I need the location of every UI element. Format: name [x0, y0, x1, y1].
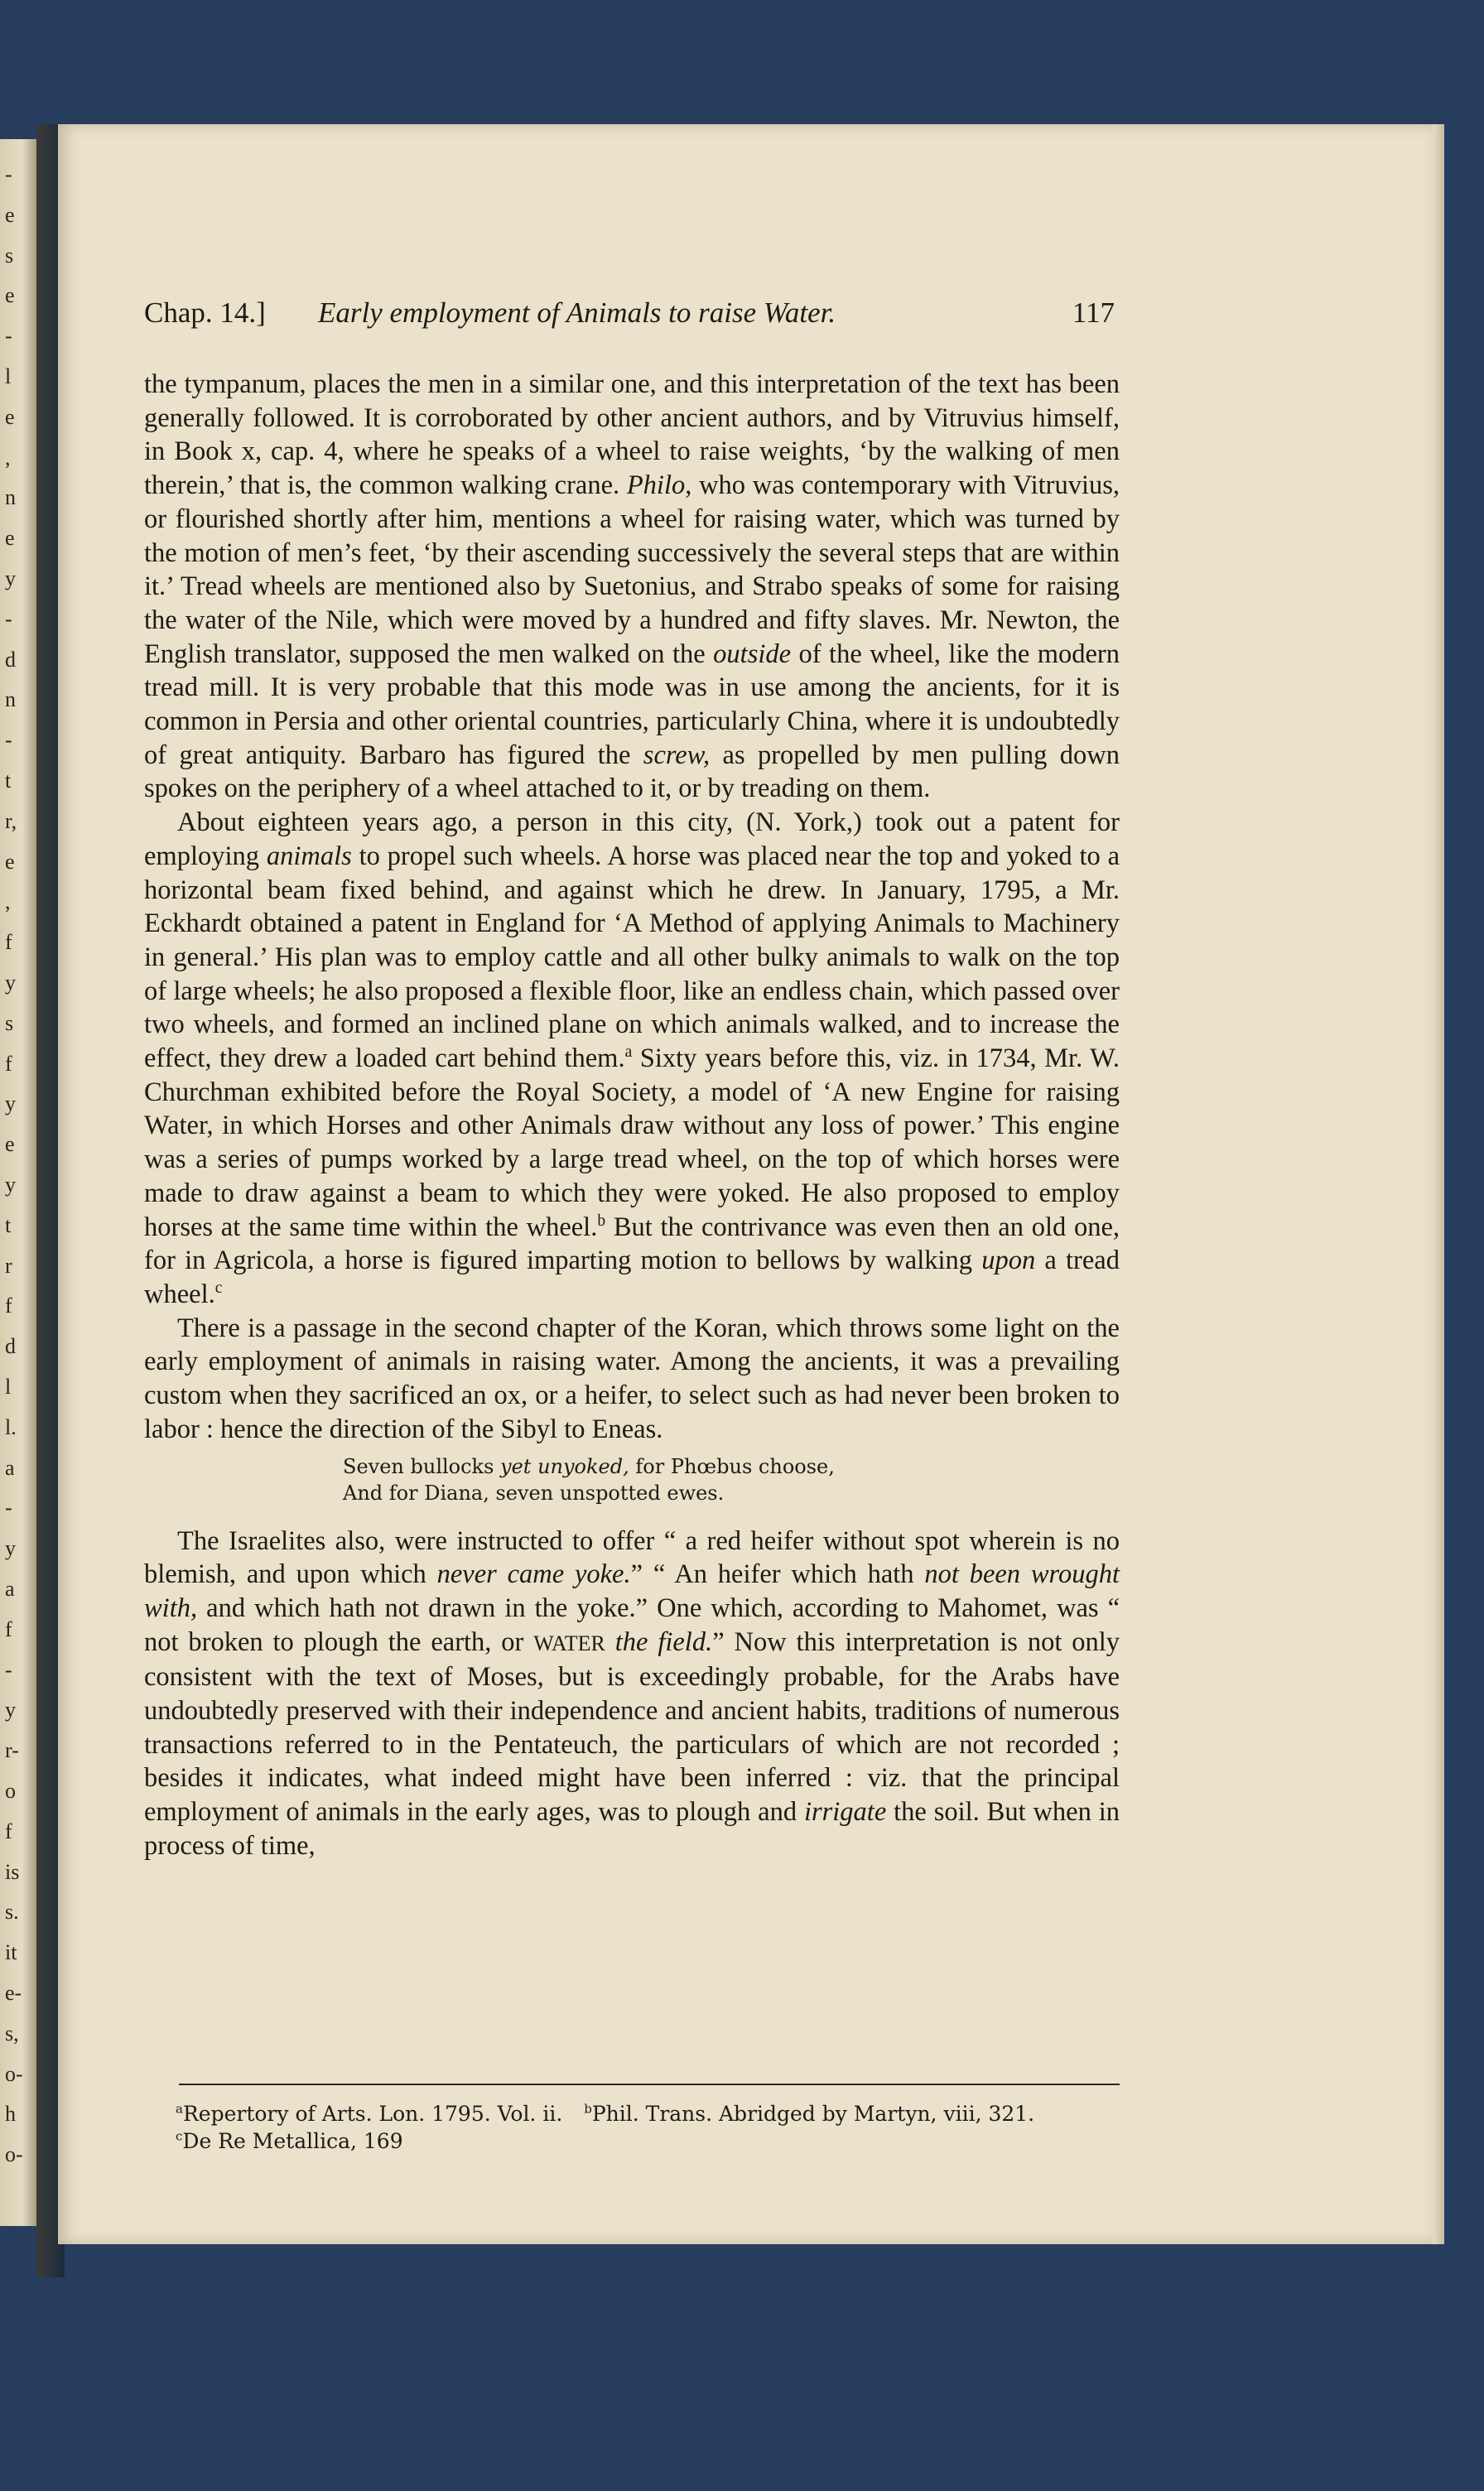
- paragraph-2: About eighteen years ago, a person in this city, (N. York,) took out a patent for employing animals to propel such wheels. A horse was placed near the top and yoked to a horizontal beam fixed behind, and against which he drew. In January, 1795, a Mr. Eckhardt obtained a patent in England for ‘A Method of applying Animals to Machinery in general.’ His plan was to employ cattle and all other bulky animals to walk on the top of large wheels; he also proposed a flexible floor, like an endless chain, which passed over two wheels, and formed an inclined plane on which animals walked, and to increase the effect, they drew a loaded cart behind them.$^a$ Sixty years before this, viz. in 1734, Mr. W. Churchman exhibited before the Royal Society, a model of ‘A new Engine for raising Water, in which Horses and other Animals draw without any loss of power.’ This engine was a series of pumps worked by a large tread wheel, on the top of which horses were made to draw against a beam to which they were yoked. He also proposed to employ horses at the same time within the wheel.$^b$ But the contrivance was even then an old one, for in Agricola, a horse is figured imparting motion to bellows by walking upon a tread wheel.$^c$: [144, 807, 1120, 1309]
- page-edge: [1433, 124, 1444, 2244]
- running-header: [144, 296, 1115, 336]
- facing-page-glyph: f: [5, 1617, 12, 1641]
- facing-page-glyph: -: [5, 1658, 12, 1682]
- facing-page-glyph: ,: [5, 446, 11, 470]
- facing-page-glyph: n: [5, 687, 16, 711]
- paragraph-3: There is a passage in the second chapter of the Koran, which throws some light on the early employment of animals in raising water. Among the ancients, it was a prevailing custom when they sacrificed an ox, or a heifer, to select such as had never been broken to labor : hence the direction of the Sibyl to Eneas.: [144, 1313, 1120, 1444]
- footnote-divider: [179, 2084, 1120, 2085]
- facing-page-glyph: -: [5, 728, 12, 752]
- facing-page-glyph: r,: [5, 809, 17, 833]
- facing-page-glyph: f: [5, 1819, 12, 1843]
- footnote-line-1: [176, 2100, 1128, 2127]
- verse-line-1: Seven bullocks yet unyoked, for Phœbus choose,: [343, 1454, 835, 1478]
- paragraph-4: The Israelites also, were instructed to offer “ a red heifer without spot wherein is no blemish, and upon which never came yoke.” “ An heifer which hath not been wrought with, and which hath not drawn in the yoke.” One which, according to Mahomet, was “ not broken to plough the earth, or WATER the field.” Now this interpretation is not only consistent with the text of Moses, but is exceedingly probable, for the Arabs have undoubtedly preserved with their independence and ancient habits, traditions of numerous transactions referred to in the Pentateuch, the particulars of which are not recorded ; besides it indicates, what indeed might have been inferred : viz. that the principal employment of animals in the early ages, was to plough and irrigate the soil. But when in process of time,: [144, 1525, 1120, 1861]
- footnote-ref-c: c: [214, 1279, 223, 1298]
- footnote-ref-b: b: [597, 1212, 606, 1230]
- facing-page-glyph: d: [5, 1334, 16, 1358]
- facing-page-glyph: t: [5, 1213, 12, 1237]
- facing-page-glyph: y: [5, 566, 16, 590]
- facing-page-glyph: o: [5, 1779, 16, 1803]
- facing-page-glyph: y: [5, 1173, 16, 1197]
- footnote-line-2: [176, 2127, 1128, 2155]
- facing-page-glyph: ,: [5, 889, 11, 913]
- facing-page-glyph: f: [5, 930, 12, 954]
- facing-page-glyph: e: [5, 283, 15, 307]
- facing-page-glyph: e: [5, 405, 15, 429]
- running-title: Early employment of Animals to raise Water.: [318, 296, 836, 329]
- facing-page-glyph: e-: [5, 1981, 22, 2005]
- facing-page-glyph: t: [5, 768, 12, 793]
- facing-page-glyph: e: [5, 203, 15, 227]
- footnote-c: $^c$De Re Metallica, 169: [176, 2128, 403, 2153]
- facing-page-glyph: -: [5, 1496, 12, 1520]
- facing-page-glyph: o-: [5, 2062, 23, 2086]
- facing-page-glyph: h: [5, 2102, 16, 2126]
- facing-page-glyph: d: [5, 648, 16, 672]
- facing-page-glyph: r: [5, 1254, 12, 1278]
- facing-page-glyph: f: [5, 1052, 12, 1076]
- page-number: 117: [1072, 296, 1115, 329]
- facing-page-glyph: e: [5, 850, 15, 874]
- facing-page-glyph: is: [5, 1860, 20, 1884]
- facing-page-glyph: y: [5, 1536, 16, 1560]
- facing-page-glyph: -: [5, 162, 12, 186]
- facing-page-glyph: s.: [5, 1900, 19, 1924]
- facing-page-glyph: a: [5, 1577, 15, 1601]
- chapter-label: Chap. 14.]: [144, 296, 266, 329]
- facing-page-edge: [0, 139, 36, 2226]
- facing-page-glyph: s: [5, 1011, 14, 1035]
- facing-page-glyph: r-: [5, 1738, 19, 1762]
- facing-page-glyph: n: [5, 485, 16, 509]
- facing-page-glyph: l: [5, 364, 12, 388]
- facing-page-glyph: -: [5, 607, 12, 631]
- facing-page-glyph: -: [5, 324, 12, 348]
- facing-page-glyph: s,: [5, 2021, 19, 2045]
- facing-page-glyph: f: [5, 1294, 12, 1318]
- footnote-a: $^a$Repertory of Arts. Lon. 1795. Vol. ii.: [176, 2101, 563, 2126]
- facing-page-glyph: it: [5, 1940, 17, 1964]
- footnotes: [176, 2100, 1128, 2155]
- body-text: [144, 368, 1120, 1863]
- facing-page-glyph: y: [5, 1091, 16, 1115]
- verse-quotation: [343, 1453, 1120, 1506]
- facing-page-glyph: y: [5, 971, 16, 995]
- facing-page-glyph: a: [5, 1456, 15, 1480]
- facing-page-glyph: s: [5, 243, 14, 267]
- facing-page-glyph: l: [5, 1375, 12, 1399]
- footnote-ref-a: a: [624, 1043, 633, 1062]
- facing-page-glyph: e: [5, 1132, 15, 1156]
- facing-page-glyph: l.: [5, 1415, 17, 1439]
- facing-page-margin-text: [5, 139, 30, 2226]
- verse-line-2: And for Diana, seven unspotted ewes.: [343, 1481, 725, 1505]
- paragraph-1: the tympanum, places the men in a similar one, and this interpretation of the text has been generally followed. It is corroborated by other ancient authors, and by Vitruvius himself, in Book x, cap. 4, where he speaks of a wheel to raise weights, ‘by the walking of men therein,’ that is, the common walking crane. Philo, who was contemporary with Vitruvius, or flourished shortly after him, mentions a wheel for raising water, which was turned by the motion of men’s feet, ‘by their ascending successively the several steps that are within it.’ Tread wheels are mentioned also by Suetonius, and Strabo speaks of some for raising the water of the Nile, which were moved by a hundred and fifty slaves. Mr. Newton, the English translator, supposed the men walked on the outside of the wheel, like the modern tread mill. It is very probable that this mode was in use among the ancients, for it is common in Persia and other oriental countries, particularly China, where it is undoubtedly of great antiquity. Barbaro has figured the screw, as propelled by men pulling down spokes on the periphery of a wheel attached to it, or by treading on them.: [144, 369, 1120, 804]
- facing-page-glyph: e: [5, 526, 15, 550]
- facing-page-glyph: y: [5, 1698, 16, 1722]
- facing-page-glyph: o-: [5, 2142, 23, 2166]
- footnote-b: $^b$Phil. Trans. Abridged by Martyn, viii, 321.: [584, 2101, 1035, 2126]
